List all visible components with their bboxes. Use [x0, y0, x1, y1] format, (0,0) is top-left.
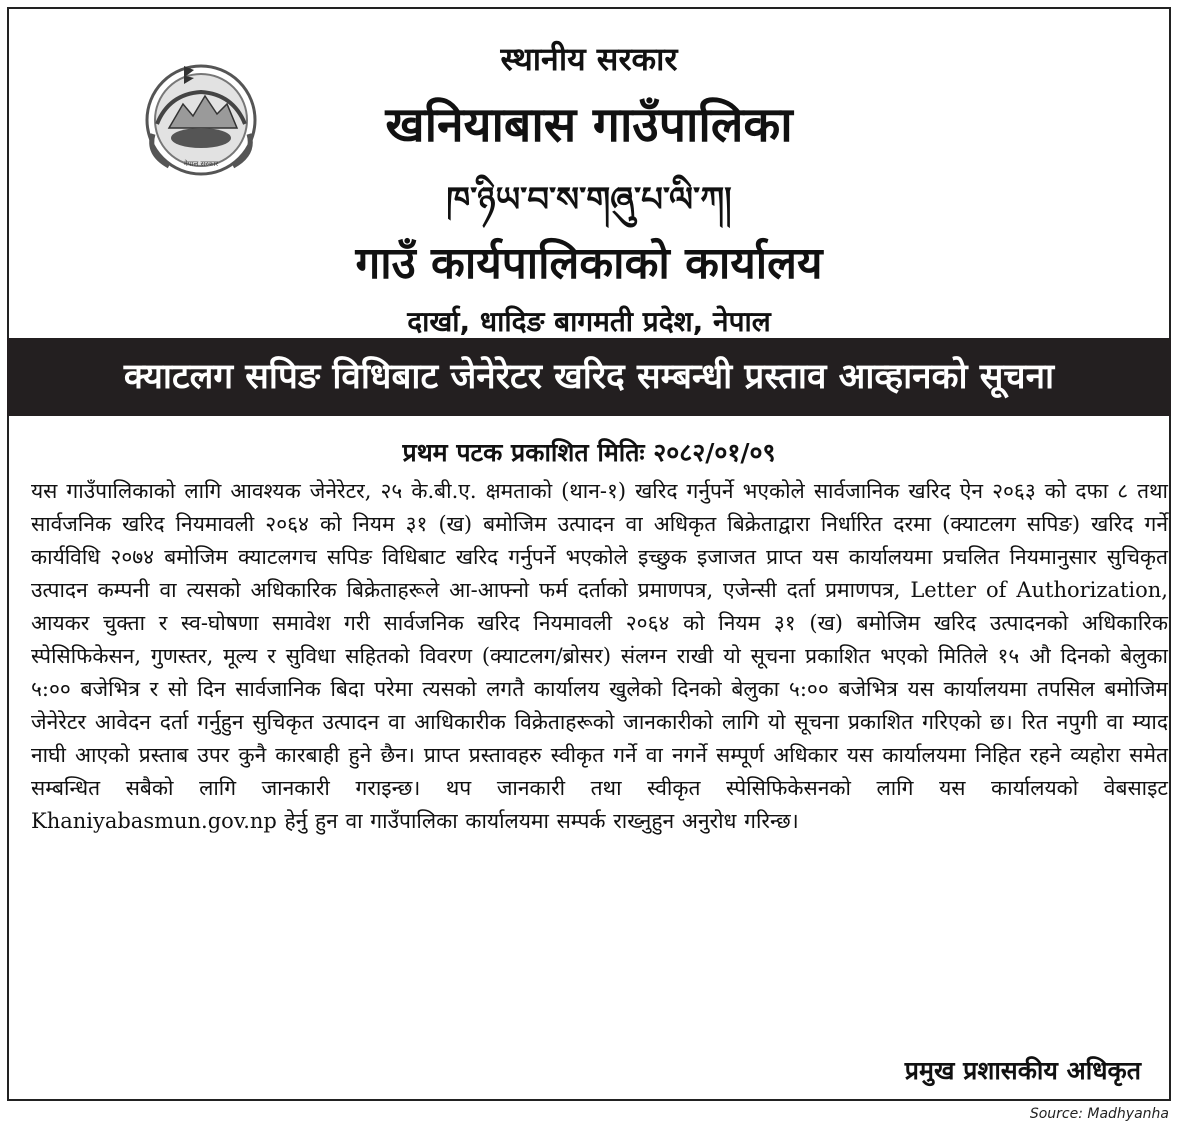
office-name: गाउँ कार्यपालिकाको कार्यालय: [355, 238, 823, 289]
notice-frame: [7, 7, 1171, 1101]
signatory-title: प्रमुख प्रशासकीय अधिकृत: [904, 1056, 1141, 1085]
municipality-name-tibetan: ཁ་ཉིཡ་བ་ས་གཞུ་པ་ལི་ཀ།: [446, 180, 732, 220]
publication-date: प्रथम पटक प्रकाशित मितिः २०८२/०१/०९: [402, 438, 776, 467]
notice-title-banner: क्याटलग सपिङ विधिबाट जेनेरेटर खरिद सम्बन्धी प्रस्ताव आव्हानको सूचना: [7, 338, 1171, 416]
source-credit: Source: Madhyanha: [1029, 1106, 1169, 1122]
notice-body: यस गाउँपालिकाको लागि आवश्यक जेनेरेटर, २५ के.बी.ए. क्षमताको (थान-१) खरिद गर्नुपर्ने भएकोले सार्वजानिक खरिद ऐन २०६३ को दफा ८ तथा सार्वजनिक खरिद नियमावली २०६४ को नियम ३१ (ख) बमोजिम उत्पादन वा अधिकृत बिक्रेताद्वारा निर्धारित दरमा (क्याटलग सपिङ) खरिद गर्ने कार्यविधि २०७४ बमोजिम क्याटलगच सपिङ विधिबाट खरिद गर्नुपर्ने भएकोले इच्छुक इजाजत प्राप्त यस कार्यालयमा प्रचलित नियमानुसार सुचिकृत उत्पादन कम्पनी वा त्यसको अधिकारिक बिक्रेताहरूले आ-आफ्नो फर्म दर्ताको प्रमाणपत्र, एजेन्सी दर्ता प्रमाणपत्र, Letter of Authorization, आयकर चुक्ता र स्व-घोषणा समावेश गरी सार्वजनिक खरिद नियमावली २०६४ को नियम ३१ (ख) बमोजिम खरिद उत्पादनको अधिकारिक स्पेसिफिकेसन, गुणस्तर, मूल्य र सुविधा सहितको विवरण (क्याटलग/ब्रोसर) संलग्न राखी यो सूचना प्रकाशित भएको मितिले १५ औ दिनको बेलुका ५:०० बजेभित्र र सो दिन सार्वजानिक बिदा परेमा त्यसको लगतै कार्यालय खुलेको दिनको बेलुका ५:०० बजेभित्र यस कार्यालयमा तपसिल बमोजिम जेनेरेटर आवेदन दर्ता गर्नुहुन सुचिकृत उत्पादन वा आधिकारीक विक्रेताहरूको जानकारीको लागि यो सूचना प्रकाशित गरिएको छ। रित नपुगी वा म्याद नाघी आएको प्रस्ताब उपर कुनै कारबाही हुने छैन। प्राप्त प्रस्तावहरु स्वीकृत गर्ने वा नगर्ने सम्पूर्ण अधिकार यस कार्यालयमा निहित रहने व्यहोरा समेत सम्बन्धित सबैको लागि जानकारी गराइन्छ। थप जानकारी तथा स्वीकृत स्पेसिफिकेसनको लागि यस कार्यालयको वेबसाइट Khaniyabasmun.gov.np हेर्नु हुन वा गाउँपालिका कार्यालयमा सम्पर्क राख्नुहुन अनुरोध गरिन्छ।: [31, 479, 1168, 833]
local-government-heading: स्थानीय सरकार: [500, 40, 678, 78]
municipality-name: खनियाबास गाउँपालिका: [385, 97, 793, 153]
emblem-caption: नेपाल सरकार: [183, 160, 219, 168]
office-address: दार्खा, धादिङ बागमती प्रदेश, नेपाल: [407, 305, 771, 338]
